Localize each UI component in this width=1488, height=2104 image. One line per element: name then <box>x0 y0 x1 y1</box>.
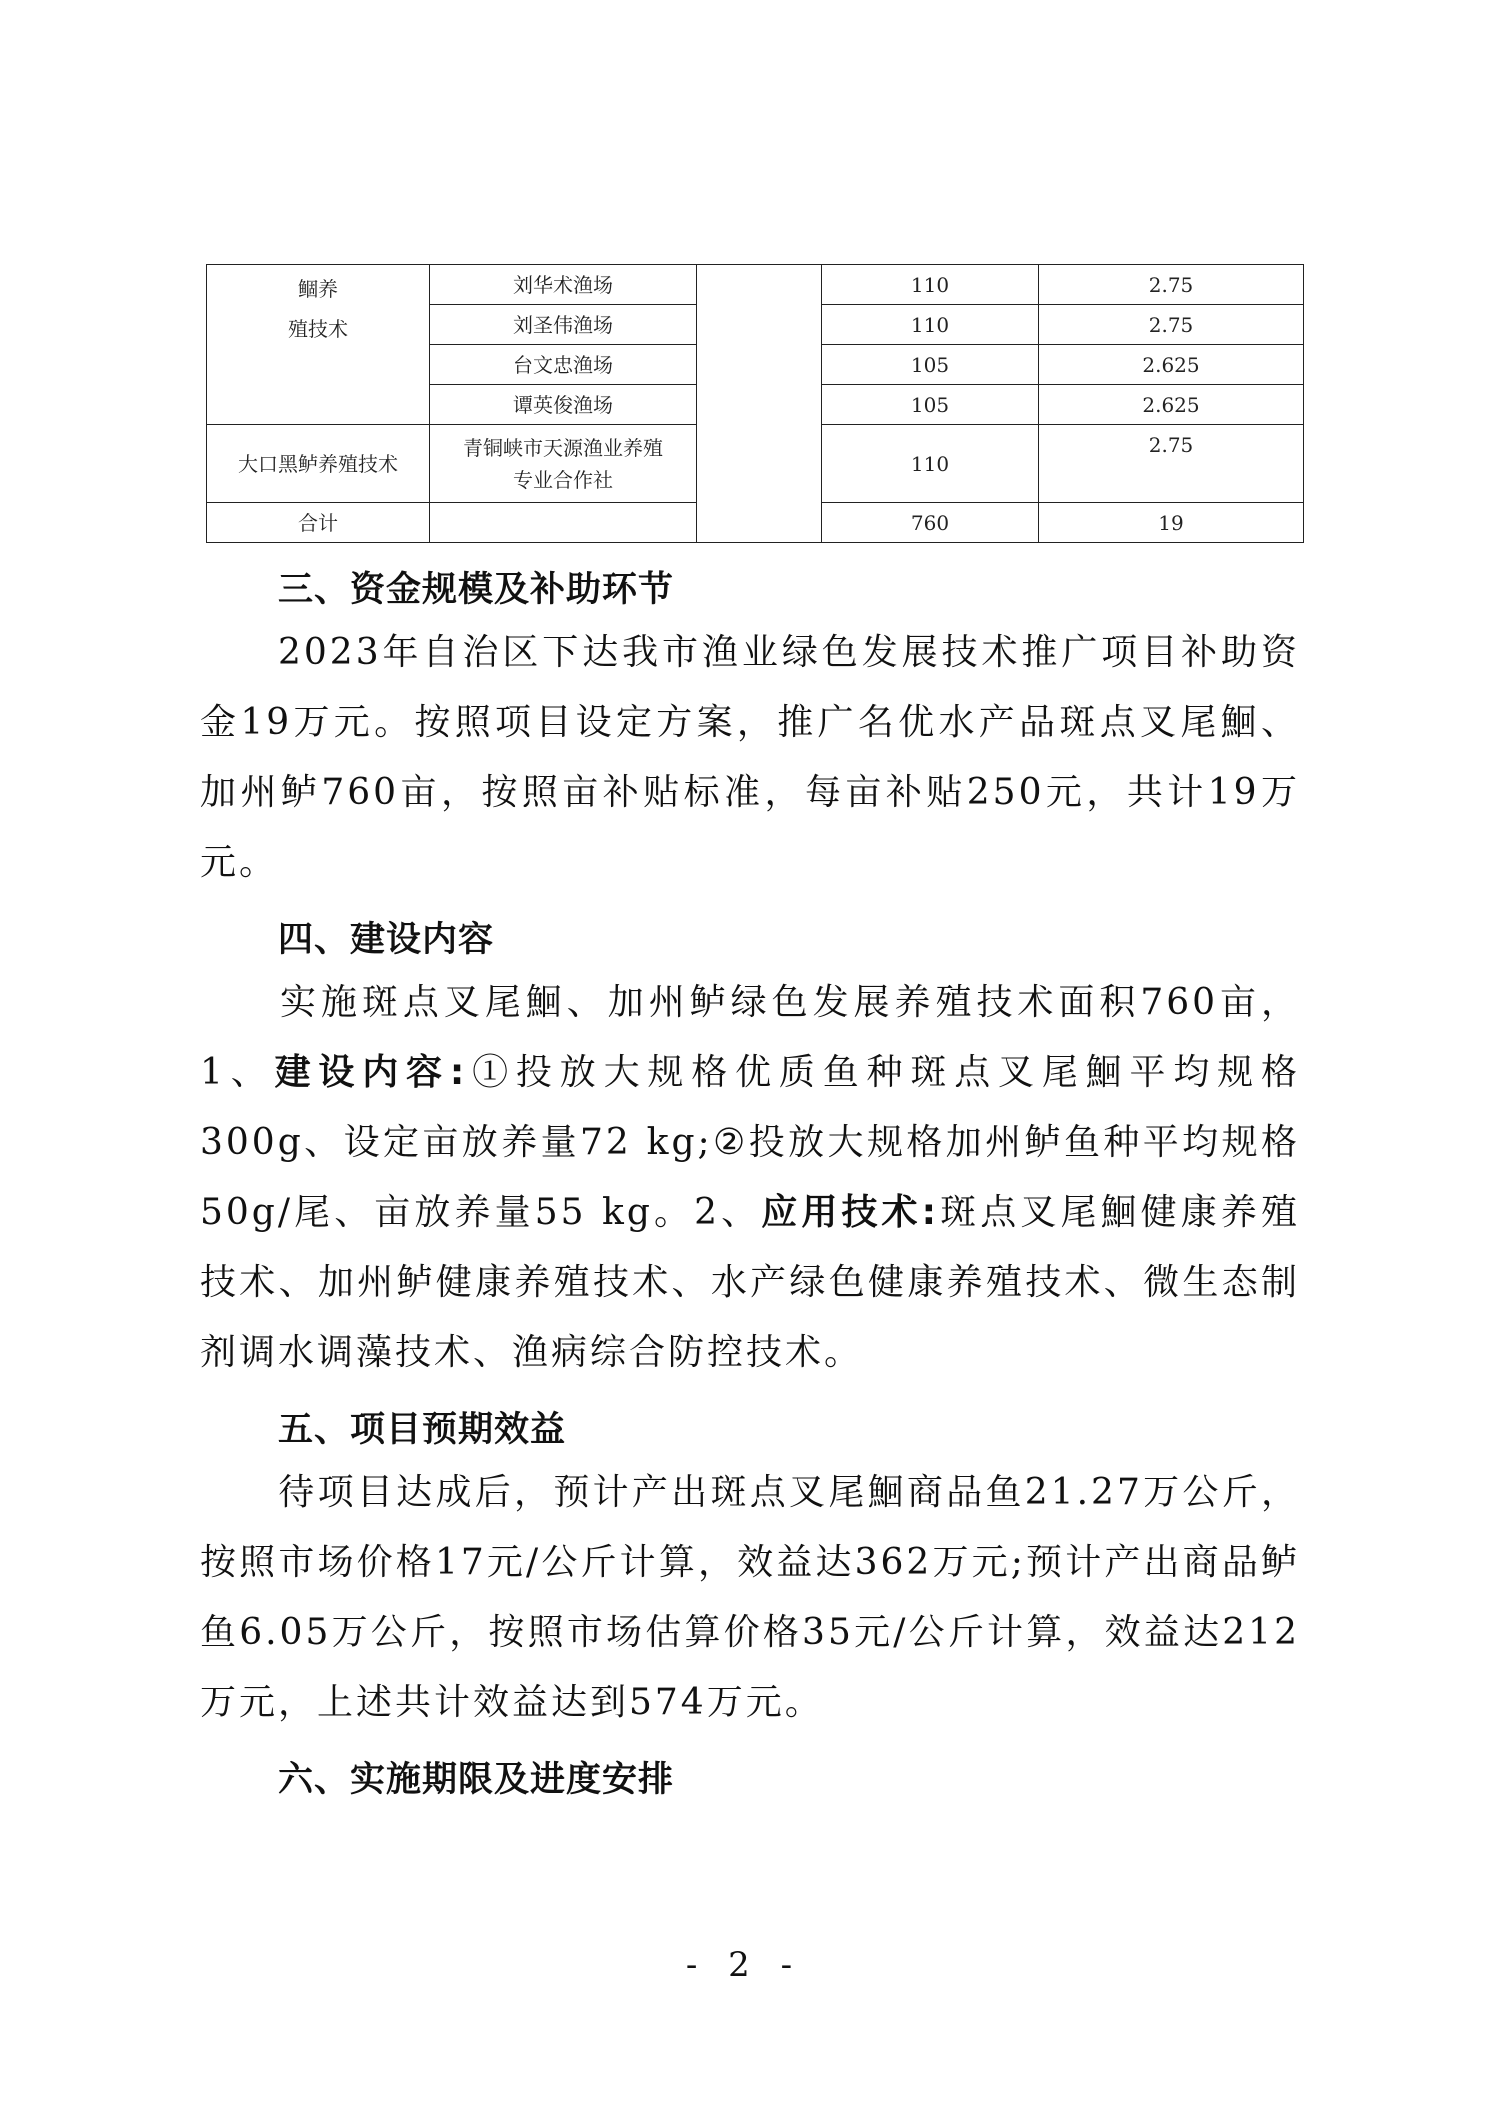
section-4-paragraph <box>200 968 1300 1388</box>
table-cell-fund: 2.625 <box>1039 385 1304 425</box>
table-cell-area: 110 <box>822 425 1039 503</box>
category-line-2: 殖技术 <box>288 317 348 341</box>
table-cell-area: 760 <box>822 503 1039 543</box>
section-5-heading: 五、项目预期效益 <box>278 1410 567 1450</box>
table-cell-empty <box>697 265 822 543</box>
table-cell-area: 110 <box>822 265 1039 305</box>
table-cell-name: 台文忠渔场 <box>430 345 697 385</box>
table-cell-fund: 2.625 <box>1039 345 1304 385</box>
table-cell-name <box>430 425 697 503</box>
table-cell-name: 谭英俊渔场 <box>430 385 697 425</box>
table-cell-name <box>430 503 697 543</box>
section-6-heading: 六、实施期限及进度安排 <box>278 1760 675 1800</box>
section-4-text-b: ①投放大规格优质鱼种斑点叉尾鮰平均规格300g、设定亩放养量72 kg;②投放大规格加州鲈鱼种平均规格50g/尾、亩放养量55 kg。2、 <box>200 1052 1300 1233</box>
category-line-1: 鲴养 <box>298 277 338 301</box>
table-cell-fund: 19 <box>1039 503 1304 543</box>
section-4-bold-b: 应用技术: <box>761 1192 940 1233</box>
table-cell-fund: 2.75 <box>1039 265 1304 305</box>
name-line-2: 专业合作社 <box>513 467 613 492</box>
table-cell-area: 110 <box>822 305 1039 345</box>
table-cell-name: 刘圣伟渔场 <box>430 305 697 345</box>
section-3-text: 2023年自治区下达我市渔业绿色发展技术推广项目补助资金19万元。按照项目设定方案，推广名优水产品斑点叉尾鮰、加州鲈760亩，按照亩补贴标准，每亩补贴250元，共计19万元。 <box>200 632 1300 883</box>
table-row <box>207 265 1304 305</box>
section-5-paragraph <box>200 1458 1300 1738</box>
table-cell-name: 刘华术渔场 <box>430 265 697 305</box>
name-line-1: 青铜峡市天源渔业养殖 <box>463 435 663 460</box>
table-cell-category: 合计 <box>207 503 430 543</box>
section-4-heading: 四、建设内容 <box>278 920 495 960</box>
table-cell-fund: 2.75 <box>1039 425 1304 503</box>
section-4-bold-a: 建设内容: <box>274 1052 468 1093</box>
table-cell-category <box>207 265 430 425</box>
section-3-paragraph <box>200 618 1300 898</box>
section-5-text: 待项目达成后，预计产出斑点叉尾鮰商品鱼21.27万公斤，按照市场价格17元/公斤计算，效益达362万元;预计产出商品鲈鱼6.05万公斤，按照市场估算价格35元/公斤计算，效益达212万元，上述共计效益达到574万元。 <box>200 1472 1300 1723</box>
section-3-heading: 三、资金规模及补助环节 <box>278 570 675 610</box>
page-number: - 2 - <box>685 1945 803 1985</box>
table-cell-area: 105 <box>822 385 1039 425</box>
table-cell-category: 大口黑鲈养殖技术 <box>207 425 430 503</box>
table-cell-fund: 2.75 <box>1039 305 1304 345</box>
subsidy-table <box>206 264 1304 543</box>
section-4-text-a: 实施斑点叉尾鮰、加州鲈绿色发展养殖技术面积760亩，1、 <box>200 982 1300 1093</box>
section-4-text-c: 斑点叉尾鮰健康养殖技术、加州鲈健康养殖技术、水产绿色健康养殖技术、微生态制剂调水调藻技术、渔病综合防控技术。 <box>200 1192 1300 1373</box>
table-cell-area: 105 <box>822 345 1039 385</box>
